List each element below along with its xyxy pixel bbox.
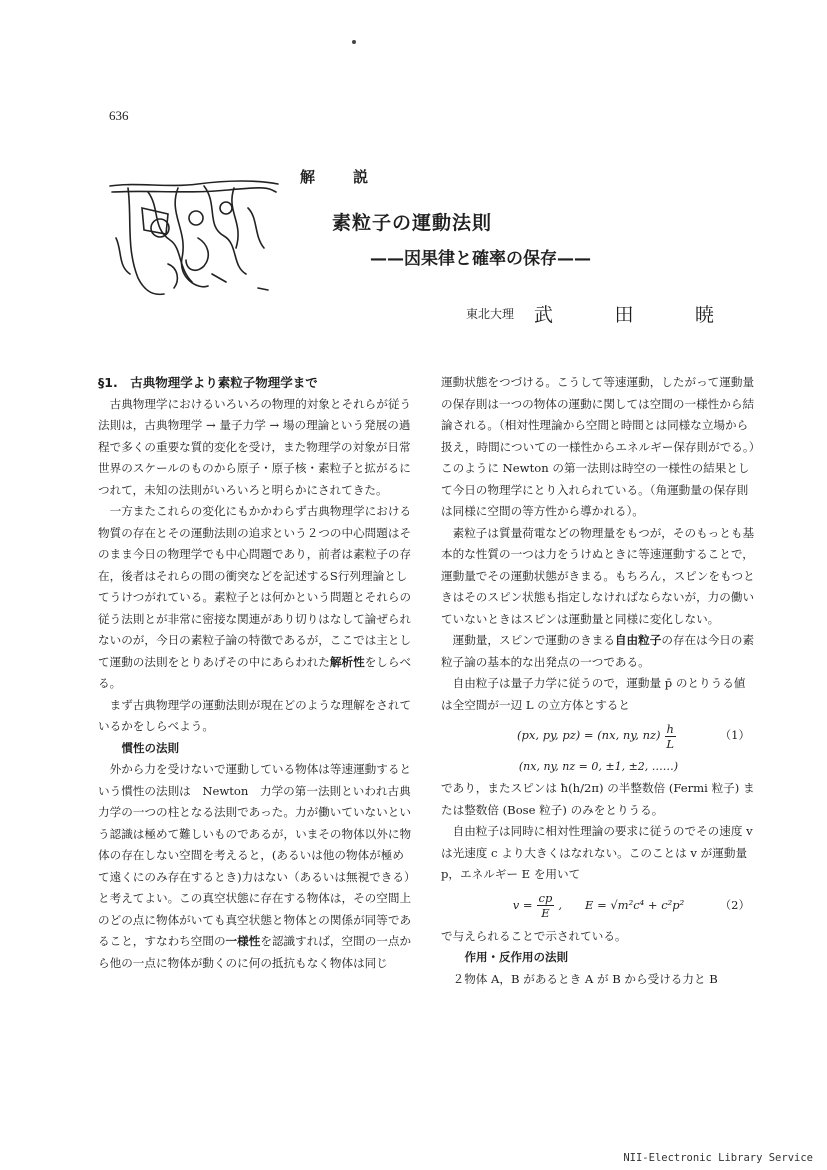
subsection-heading: 作用・反作用の法則 xyxy=(464,950,568,964)
author-char: 暁 xyxy=(694,304,714,326)
left-column xyxy=(98,372,413,974)
subsection-heading: 慣性の法則 xyxy=(121,740,179,755)
paragraph: 自由粒子は量子力学に従うので，運動量 p̄ のとりうる値は全空間が一辺 L の立方体とすると xyxy=(441,676,746,712)
author-char: 田 xyxy=(614,304,634,326)
section-heading: §1. 古典物理学より素粒子物理学まで xyxy=(98,375,318,390)
equation-number: （1） xyxy=(719,728,750,743)
equation-2: v = $\frac{cp}{E}$ , E = √m²c⁴ + c²p² （2） xyxy=(512,891,750,920)
fraction: $\frac{cp}{E}$ xyxy=(538,891,553,920)
author-char: 武 xyxy=(534,304,554,326)
paragraph: 外から力を受けないで運動している物体は等速運動するという慣性の法則は Newton 力学の第一法則といわれ古典力学の一つの柱となる法則であった。力が働いていないという認識は極めて難しいものであるが，いまその物体以外に物体の存在しない空間を考えると，(あるいは他の物体が極めて遠くにのみ存在するとき)力はない（あるいは無視できる）と考えてよい。この真空状態に存在する物体は，その空間上のどの点に物体がいても真空状態と物体との関係が同等であること，すなわち空間の一様性を認識すれば，空間の一点から他の一点に物体が動くのに何の抵抗もなく物体は同じ xyxy=(98,762,412,970)
fraction: $\frac{h}{L}$ xyxy=(666,721,675,751)
right-column xyxy=(441,372,756,990)
article-subtitle: ——因果律と確率の保存—— xyxy=(370,249,591,269)
equation-1: (px, py, pz) = (nx, ny, nz) $\frac{h}{L}$ （1） xyxy=(517,721,750,751)
paragraph: 素粒子は質量荷電などの物理量をもつが，そのもっとも基本的な性質の一つは力をうけぬときに等速運動することで，運動量でその運動状態がきまる。もちろん，スピンをもつときはそのスピン状態も指定しなければならないが，力の働いていないときはスピンは運動量と同様に変化しない。 xyxy=(441,525,755,626)
paragraph: 古典物理学におけるいろいろの物理的対象とそれらが従う法則は，古典物理学 → 量子力学 → 場の理論という発展の過程で多くの重要な質的変化を受け，また物理学の対象が日常世界のスケールのものから原子・原子核・素粒子と拡がるにつれて，未知の法則がいろいろと明らかにされてきた。 xyxy=(98,396,412,497)
paragraph: 運動状態をつづける。こうして等速運動，したがって運動量の保存則は一つの物体の運動に関しては空間の一様性から結論される。（相対性理論から空間と時間とは同様な立場から扱え，時間についての一様性からエネルギー保存則がでる。）このように Newton の第一法則は時空の一様性の結果として今日の物理学にとり入れられている。（角運動量の保存則は同様に空間の等方性から導かれる）。 xyxy=(441,375,755,518)
footer-credit: NII-Electronic Library Service xyxy=(623,1152,813,1164)
paragraph: ２物体 A，B があるとき A が B から受ける力と B xyxy=(452,971,718,986)
paragraph: であり，またスピンは ħ(h/2π) の半整数倍 (Fermi 粒子) または整数倍 (Bose 粒子) のみをとりうる。 xyxy=(441,781,755,817)
pen-sketch-illustration xyxy=(108,178,280,306)
equation-1-condition: (nx, ny, nz = 0, ±1, ±2, ……) xyxy=(518,760,679,773)
scan-speck xyxy=(352,40,356,44)
article-title: 素粒子の運動法則 xyxy=(332,212,493,234)
paragraph: 一方またこれらの変化にもかかわらず古典物理学における物質の存在とその運動法則の追求という２つの中心問題はそのまま今日の物理学でも中心問題であり，前者は素粒子の存在，後者はそれらの間の衝突などを記述するS行列理論としてうけつがれている。素粒子とは何かという問題とそれらの従う法則とが非常に密接な関連があり切りはなして論ぜられないのが，今日の素粒子論の特徴であるが，ここでは主として運動の法則をとりあげその中にあらわれた解析性をしらべる。 xyxy=(98,504,412,690)
page-number: 636 xyxy=(109,108,129,123)
paragraph: まず古典物理学の運動法則が現在どのような理解をされているかをしらべよう。 xyxy=(98,697,412,733)
author-name xyxy=(534,300,714,327)
paragraph: で与えられることで示されている。 xyxy=(441,928,627,943)
author-affiliation: 東北大理 xyxy=(466,307,515,321)
bold-term: 解析性 xyxy=(329,654,365,669)
bold-term: 一様性 xyxy=(225,934,261,948)
paragraph: 運動量，スピンで運動のきまる自由粒子の存在は今日の素粒子論の基本的な出発点の一つである。 xyxy=(441,633,755,669)
paragraph: 自由粒子は同時に相対性理論の要求に従うのでその速度 v は光速度 c より大きくはなれない。このことは v が運動量 p，エネルギー E を用いて xyxy=(441,824,753,881)
article-type-label: 解説 xyxy=(300,168,407,186)
bold-term: 自由粒子 xyxy=(614,633,662,647)
equation-number: （2） xyxy=(719,897,750,912)
